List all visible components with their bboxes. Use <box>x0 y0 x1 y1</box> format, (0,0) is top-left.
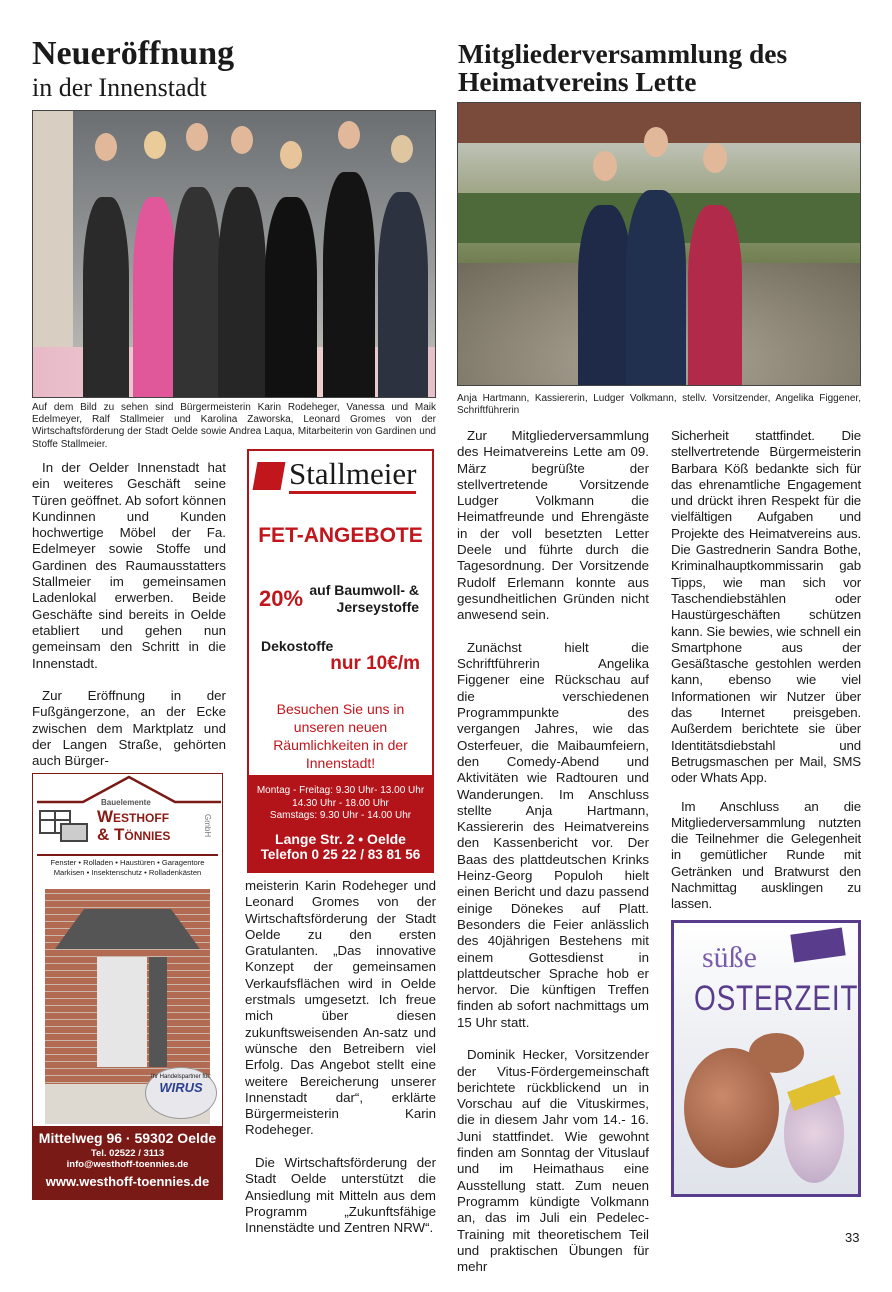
stallmeier-brand: Stallmeier <box>289 457 416 494</box>
left-article-subtitle: in der Innenstadt <box>32 73 207 102</box>
paragraph: Zur Mitgliederversammlung des Heimatvereins Lette am 09. März begrüßte der stellvertretende Vorsitzende Ludger Volkmann die Heimatfreunde und Ehrengäste in der voll besetzten Letter Deele und führte durch die Tagesordnung. Der Vorsitzende Rudolf Erlemann konnte aus gesundheitlichen Gründen nicht anwesend sein. <box>457 428 649 623</box>
hours-line: Montag - Freitag: 9.30 Uhr- 13.00 Uhr <box>256 785 425 796</box>
store-opening-photo <box>32 110 436 398</box>
right-article-column-2 <box>671 428 861 925</box>
westhoff-ad[interactable] <box>32 773 223 1200</box>
westhoff-products-2: Markisen • Insektenschutz • Rolladenkästen <box>53 868 202 877</box>
westhoff-legal: GmbH <box>203 814 212 838</box>
partner-brand: WIRUS <box>159 1080 203 1095</box>
westhoff-top-label: Bauelemente <box>101 798 151 807</box>
paragraph: Im Anschluss an die Mitgliederversammlung nutzten die Teilnehmer die Gelegenheit in gemütlicher Runde mit Getränken und Bratwurst den Nachmittag ausklingen zu lassen. <box>671 798 861 912</box>
stallmeier-headline: FET-ANGEBOTE <box>258 524 423 547</box>
stallmeier-address: Lange Str. 2 • Oelde <box>275 830 406 847</box>
stallmeier-contact-block <box>247 775 434 873</box>
deko-label: Dekostoffe <box>261 638 334 654</box>
westhoff-brand-line1: Westhoff <box>97 807 170 826</box>
paragraph: meisterin Karin Rodeheger und Leonard Gromes von der Wirtschaftsförderung der Stadt Oelde zu den ersten Gratulanten. „Das innovative Konzept der gemeinsamen Verkaufsflächen wird in Oelde erstmals umgesetzt. Ich freue mich über diesen zukunftsweisenden An-satz und wünsche den Betreibern viel Erfolg. Das Angebot stellt eine weitere Bereicherung unserer Innenstadt dar“, erklärte Bürgermeisterin Karin Rodeheger. <box>245 878 436 1138</box>
deko-price: nur 10€/m <box>330 653 420 674</box>
westhoff-web[interactable]: www.westhoff-toennies.de <box>45 1174 210 1189</box>
discount-value: 20% <box>259 586 304 611</box>
easter-line2: OSTERZEIT <box>694 979 859 1018</box>
left-article-column-2 <box>245 878 436 1253</box>
paragraph: Sicherheit stattfindet. Die stellvertretende Bürgermeisterin Barbara Köß bedankte sich für das ehrenamtliche Engagement und drückt ihren Respekt für die vielfältigen Aufgaben und Projekte des Heimatvereins aus. Die Gastrednerin Sandra Bothe, Kriminalhauptkommissarin gab Tipps, wie man sich vor Taschendiebstählen oder Haustürgeschäften schützen kann. Sie bewies, wie schnell ein Smartphone aus der Gesäßtasche gestohlen werden kann, ebenso wie viel Informationen wir Nutzer über das Internet preisgeben. Außerdem berichtete sie über Identitätsdiebstahl und Betrugsmaschen per Mail, SMS oder Whats App. <box>671 428 861 786</box>
paragraph: Dominik Hecker, Vorsitzender der Vitus-Fördergemeinschaft berichtete rückblickend un in Vorschau auf die Vituskirmes, die in diesem Jahr vom 14.- 16. Juni stattfindet. Wie gewohnt finden am Sonntag der Vituslauf und im Heimathaus eine Ausstellung statt. Zum neuen Programm kündigte Volkmann an, das im Juli ein Pedelec-Training mit theoretischem Teil und praktischen Übungen für mehr <box>457 1047 649 1275</box>
stallmeier-logo-icon <box>253 462 286 490</box>
left-article-column-1 <box>32 460 226 786</box>
westhoff-phone[interactable]: Tel. 02522 / 3113 <box>90 1148 165 1159</box>
stallmeier-invite: Besuchen Sie uns in unseren neuen Räumlichkeiten in der Innenstadt! <box>273 701 408 771</box>
partner-label: Ihr Handelspartner für: <box>150 1074 212 1080</box>
wirus-partner-badge <box>145 1067 217 1119</box>
shop-logo-icon <box>790 928 845 963</box>
stallmeier-ad[interactable] <box>247 449 434 873</box>
westhoff-email[interactable]: info@westhoff-toennies.de <box>66 1159 189 1170</box>
paragraph: Die Wirtschaftsförderung der Stadt Oelde unterstützt die Ansiedlung mit Mitteln aus dem Programm „Zukunftsfähige Innenstädte und Zentren NRW“. <box>245 1155 436 1236</box>
hours-line: Samstags: 9.30 Uhr - 14.00 Uhr <box>269 810 412 821</box>
easter-ad[interactable] <box>671 920 861 1197</box>
hours-line: 14.30 Uhr - 18.00 Uhr <box>292 797 389 809</box>
right-photo-caption: Anja Hartmann, Kassiererin, Ludger Volkmann, stellv. Vorsitzender, Angelika Figgener, Schriftführerin <box>457 393 861 417</box>
left-photo-caption: Auf dem Bild zu sehen sind Bürgermeisterin Karin Rodeheger, Vanessa und Maik Edelmeyer, Ralf Stallmeier und Karolina Zaworska, Leonard Gromes von der Wirtschaftsförderung der Stadt Oelde sowie Andrea Laqua, Mitarbeiterin von Gardinen und Stoffe Stallmeier. <box>32 402 436 450</box>
page-number: 33 <box>845 1230 860 1245</box>
window-icon <box>39 810 89 842</box>
westhoff-brand-line2: & Tönnies <box>97 825 171 844</box>
right-article-title: Mitgliederversammlung des Heimatvereins Lette <box>458 38 788 97</box>
paragraph: Zunächst hielt die Schriftführerin Angelika Figgener eine Rückschau auf die verschiedenen Programmpunkte des vergangen Jahres, wie das Osterfeuer, die Maibaumfeiern, den Comedy-Abend und Aktivitäten wie Radtouren und Wanderungen. Im Anschluss stellte Anja Hartmann, Kassiererin des Heimatvereins den Kassenbericht vor. Der Baas des plattdeutschen Krinks Heinz-Georg Populoh hielt einen Bericht und dazu passend einige Dönekes auf Platt. Besonders die Feier anlässlich des 40jährigen Bestehens mit einem Gottesdienst in plattdeutscher Sprache hob er hervor. Die künftigen Treffen finden ab sofort nachmittags um 15 Uhr statt. <box>457 639 649 1030</box>
westhoff-products-1: Fenster • Rolladen • Haustüren • Garagentore <box>50 858 205 867</box>
paragraph: In der Oelder Innenstadt hat ein weiteres Geschäft seine Türen geöffnet. Ab sofort können Kundinnen und Kunden hochwertige Möbel der Fa. Edelmeyer sowie Stoffe und Gardinen des Raumausstatters Stallmeier im gemeinsamen Ladenlokal erwerben. Beide Geschäfte sind bereits in Oelde etabliert und gehen nun gemeinsam den Schritt in die Innenstadt. <box>32 460 226 671</box>
chocolate-bunny-icon <box>749 1033 804 1073</box>
easter-line1: süße <box>702 941 757 974</box>
stallmeier-phone[interactable]: Telefon 0 25 22 / 83 81 56 <box>260 846 421 862</box>
paragraph: Zur Eröffnung in der Fußgängerzone, an der Ecke zwischen dem Marktplatz und der Langen Straße, gehörten auch Bürger- <box>32 688 226 769</box>
right-article-column-1 <box>457 428 649 1292</box>
heimatverein-photo <box>457 102 861 386</box>
left-article-title: Neueröffnung <box>32 35 235 72</box>
discount-text: auf Baumwoll- & Jerseystoffe <box>309 582 420 615</box>
westhoff-address: Mittelweg 96 · 59302 Oelde <box>38 1130 217 1146</box>
